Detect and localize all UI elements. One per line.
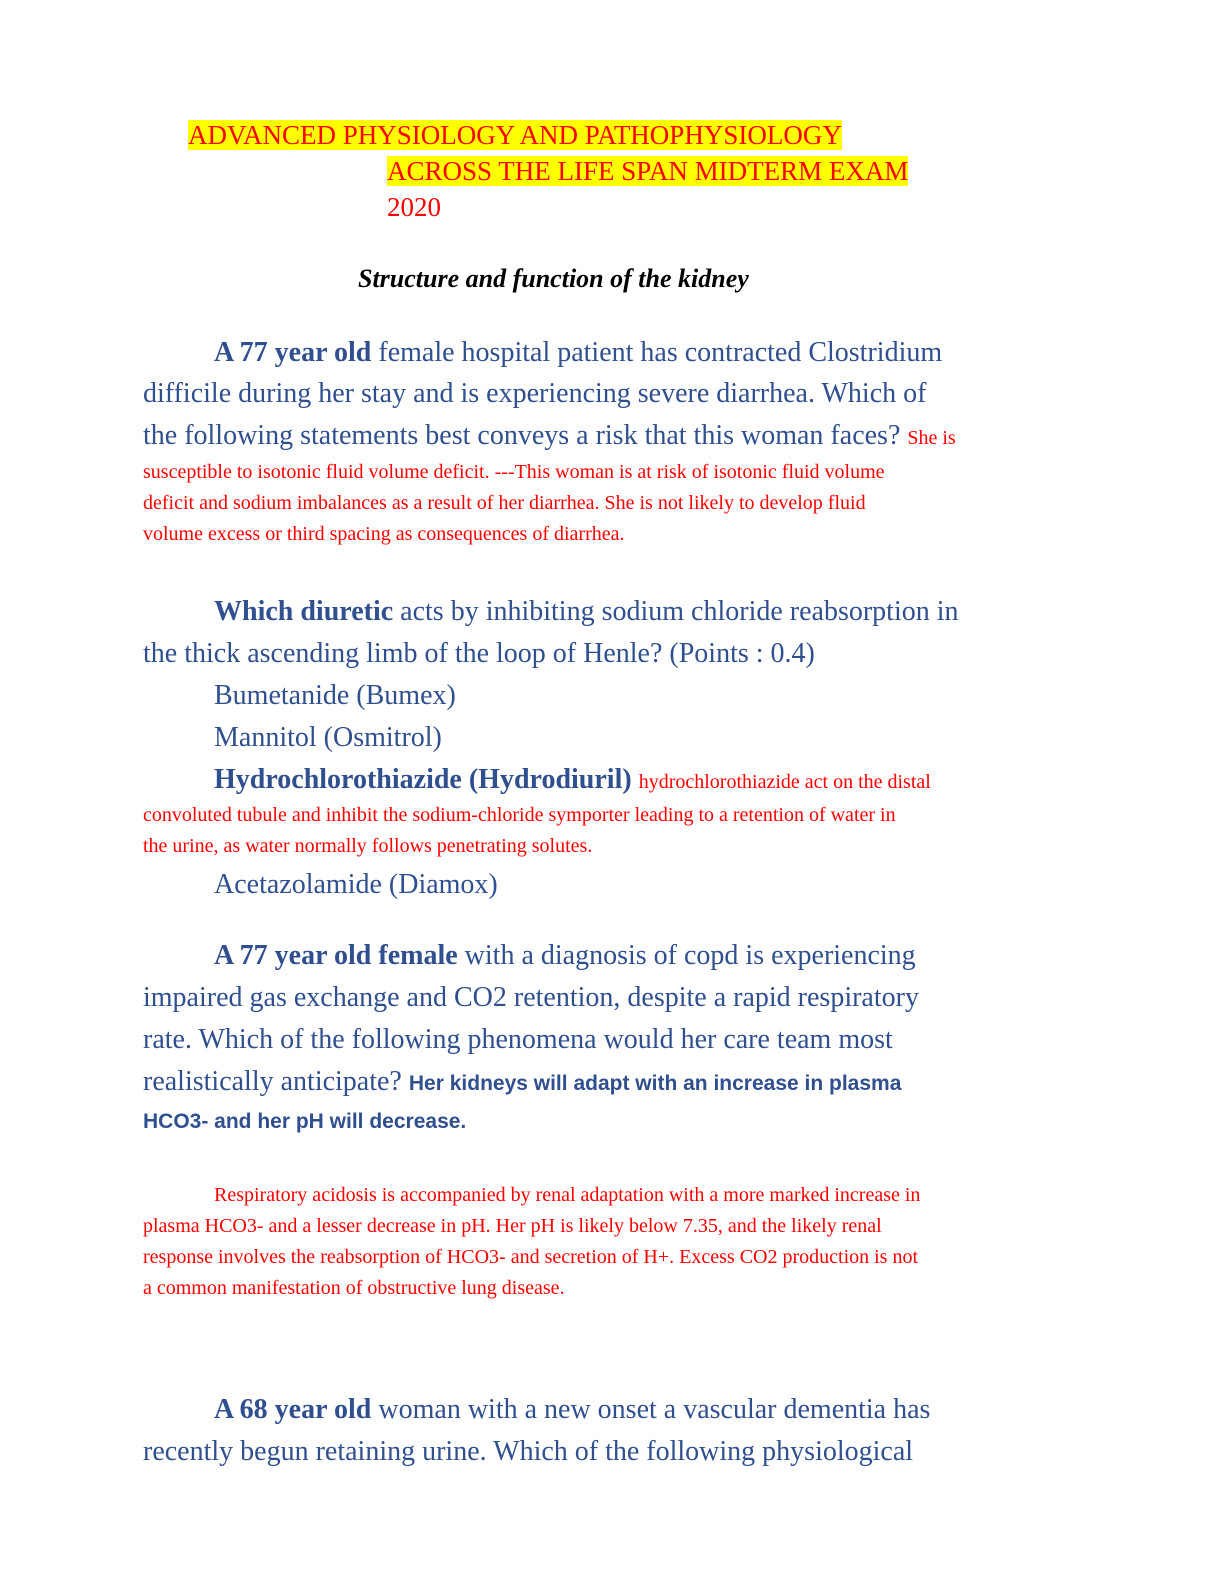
q3-line-2: impaired gas exchange and CO2 retention, despite a rapid respiratory <box>143 982 919 1013</box>
q3-line-1 <box>214 935 916 977</box>
q1-answer-line-2: deficit and sodium imbalances as a result of her diarrhea. She is not likely to develop fluid <box>143 492 866 514</box>
title-line-1 <box>188 117 842 153</box>
q2-option-3 <box>214 759 931 801</box>
q2-option-1: Bumetanide (Bumex) <box>214 680 456 711</box>
q3-lead: A 77 year old female <box>214 940 458 971</box>
section-subtitle: Structure and function of the kidney <box>358 264 749 293</box>
q3-line-3: rate. Which of the following phenomena would her care team most <box>143 1024 893 1055</box>
q1-line-2: difficile during her stay and is experiencing severe diarrhea. Which of <box>143 378 927 409</box>
q3-explanation-line-4: a common manifestation of obstructive lung disease. <box>143 1277 565 1299</box>
q1-line1-rest: female hospital patient has contracted Clostridium <box>371 337 943 368</box>
q1-lead: A 77 year old <box>214 337 372 368</box>
q3-explanation-line-3: response involves the reabsorption of HCO3- and secretion of H+. Excess CO2 production is not <box>143 1246 919 1268</box>
q3-line-4 <box>143 1061 901 1105</box>
q4-line1-rest: woman with a new onset a vascular dementia has <box>371 1394 931 1425</box>
q2-option-4: Acetazolamide (Diamox) <box>214 869 498 900</box>
q3-explanation-line-1: Respiratory acidosis is accompanied by renal adaptation with a more marked increase in <box>214 1184 921 1206</box>
q1-line3-text: the following statements best conveys a risk that this woman faces? <box>143 420 908 451</box>
q1-answer-inline: She is <box>907 427 956 449</box>
q1-line-3 <box>143 415 956 457</box>
q1-answer-line-3: volume excess or third spacing as consequences of diarrhea. <box>143 523 625 545</box>
q4-line-2: recently begun retaining urine. Which of the following physiological <box>143 1436 914 1467</box>
title-line-3: 2020 <box>387 192 441 222</box>
q4-lead: A 68 year old <box>214 1394 372 1425</box>
q3-explanation-line-2: plasma HCO3- and a lesser decrease in pH. Her pH is likely below 7.35, and the likely renal <box>143 1215 882 1237</box>
q2-option-3-text: Hydrochlorothiazide (Hydrodiuril) <box>214 764 632 795</box>
title-text-1: ADVANCED PHYSIOLOGY AND PATHOPHYSIOLOGY <box>188 120 842 150</box>
title-line-2 <box>387 153 908 189</box>
q2-line-1 <box>214 591 959 633</box>
q3-line4-text: realistically anticipate? <box>143 1066 409 1097</box>
q2-lead: Which diuretic <box>214 596 394 627</box>
q1-answer-line-1: susceptible to isotonic fluid volume deficit. ---This woman is at risk of isotonic fluid volume <box>143 461 885 483</box>
q2-answer-inline: hydrochlorothiazide act on the distal <box>638 771 931 793</box>
q2-option-2: Mannitol (Osmitrol) <box>214 722 442 753</box>
q2-line1-rest: acts by inhibiting sodium chloride reabsorption in <box>393 596 959 627</box>
q4-line-1 <box>214 1389 930 1431</box>
title-text-2: ACROSS THE LIFE SPAN MIDTERM EXAM <box>387 156 909 186</box>
q2-answer-line-3: the urine, as water normally follows penetrating solutes. <box>143 835 593 857</box>
q1-line-1 <box>214 332 942 374</box>
q3-answer-line-1: Her kidneys will adapt with an increase in plasma <box>408 1072 902 1095</box>
q2-answer-line-2: convoluted tubule and inhibit the sodium-chloride symporter leading to a retention of water in <box>143 804 896 826</box>
q3-answer-line-2: HCO3- and her pH will decrease. <box>143 1110 467 1133</box>
q2-line-2: the thick ascending limb of the loop of Henle? (Points : 0.4) <box>143 638 815 669</box>
q3-line1-rest: with a diagnosis of copd is experiencing <box>457 940 916 971</box>
